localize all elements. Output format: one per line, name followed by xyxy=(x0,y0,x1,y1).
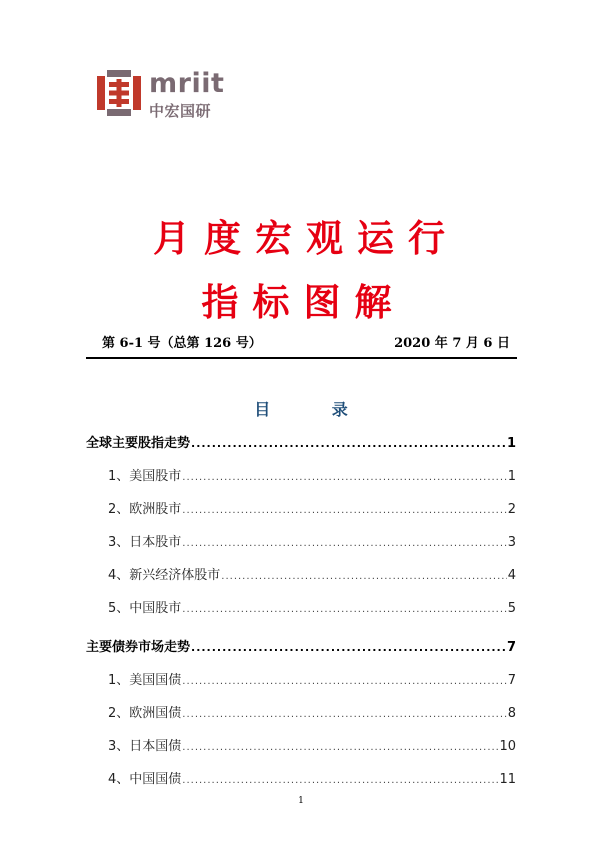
toc-entry-em-stocks[interactable] xyxy=(108,564,516,583)
mriit-logo xyxy=(97,70,237,122)
issue-date: 2020 年 7 月 6 日 xyxy=(394,336,510,351)
toc-entry-page: 5 xyxy=(507,601,516,616)
toc-leader-dots xyxy=(182,472,506,483)
toc-leader-dots xyxy=(221,571,506,582)
toc-leader-dots xyxy=(182,709,506,720)
toc-title: 目 录 xyxy=(254,400,376,419)
header-divider xyxy=(86,357,517,359)
report-title-line2: 指标图解 xyxy=(201,281,406,324)
toc-leader-dots xyxy=(182,775,498,786)
toc-entry-cn-bonds[interactable] xyxy=(108,768,516,787)
toc-entry-page: 7 xyxy=(506,640,516,655)
toc-entry-label: 4、新兴经济体股市 xyxy=(108,568,221,583)
toc-leader-dots xyxy=(182,604,506,615)
toc-entry-page: 3 xyxy=(507,535,516,550)
toc-entry-jp-stocks[interactable] xyxy=(108,531,516,550)
issue-number: 第 6-1 号（总第 126 号） xyxy=(102,336,262,351)
toc-entry-cn-stocks[interactable] xyxy=(108,597,516,616)
toc-entry-page: 8 xyxy=(507,706,516,721)
toc-entry-label: 主要债券市场走势 xyxy=(86,640,191,655)
toc-entry-bond-markets[interactable] xyxy=(86,636,516,655)
toc-entry-page: 7 xyxy=(507,673,516,688)
toc-entry-global-stocks[interactable] xyxy=(86,432,516,451)
toc-entry-label: 4、中国国债 xyxy=(108,772,182,787)
toc-entry-label: 1、美国股市 xyxy=(108,469,182,484)
toc-entry-us-bonds[interactable] xyxy=(108,669,516,688)
logo-text-en: mriit xyxy=(149,68,225,99)
toc-entry-page: 11 xyxy=(499,772,516,787)
toc-leader-dots xyxy=(182,676,506,687)
toc-entry-page: 10 xyxy=(499,739,516,754)
toc-entry-label: 全球主要股指走势 xyxy=(86,436,191,451)
toc-entry-page: 1 xyxy=(507,469,516,484)
toc-entry-page: 1 xyxy=(506,436,516,451)
toc-entry-eu-stocks[interactable] xyxy=(108,498,516,517)
toc-leader-dots xyxy=(182,742,498,753)
toc-entry-page: 2 xyxy=(507,502,516,517)
page-number: 1 xyxy=(298,796,304,806)
toc-leader-dots xyxy=(182,538,506,549)
toc-entry-eu-bonds[interactable] xyxy=(108,702,516,721)
toc-leader-dots xyxy=(182,505,506,516)
report-title-line1: 月度宏观运行 xyxy=(153,217,459,260)
toc-entry-label: 3、日本国债 xyxy=(108,739,182,754)
toc-entry-label: 5、中国股市 xyxy=(108,601,182,616)
toc-leader-dots xyxy=(191,641,506,654)
toc-entry-label: 3、日本股市 xyxy=(108,535,182,550)
toc-entry-label: 1、美国国债 xyxy=(108,673,182,688)
logo-text-cn: 中宏国研 xyxy=(149,102,212,120)
mriit-logo-mark-icon xyxy=(97,70,141,116)
toc-entry-page: 4 xyxy=(507,568,516,583)
toc-entry-label: 2、欧洲国债 xyxy=(108,706,182,721)
toc-leader-dots xyxy=(191,437,506,450)
toc-entry-jp-bonds[interactable] xyxy=(108,735,516,754)
toc-entry-label: 2、欧洲股市 xyxy=(108,502,182,517)
toc-entry-us-stocks[interactable] xyxy=(108,465,516,484)
